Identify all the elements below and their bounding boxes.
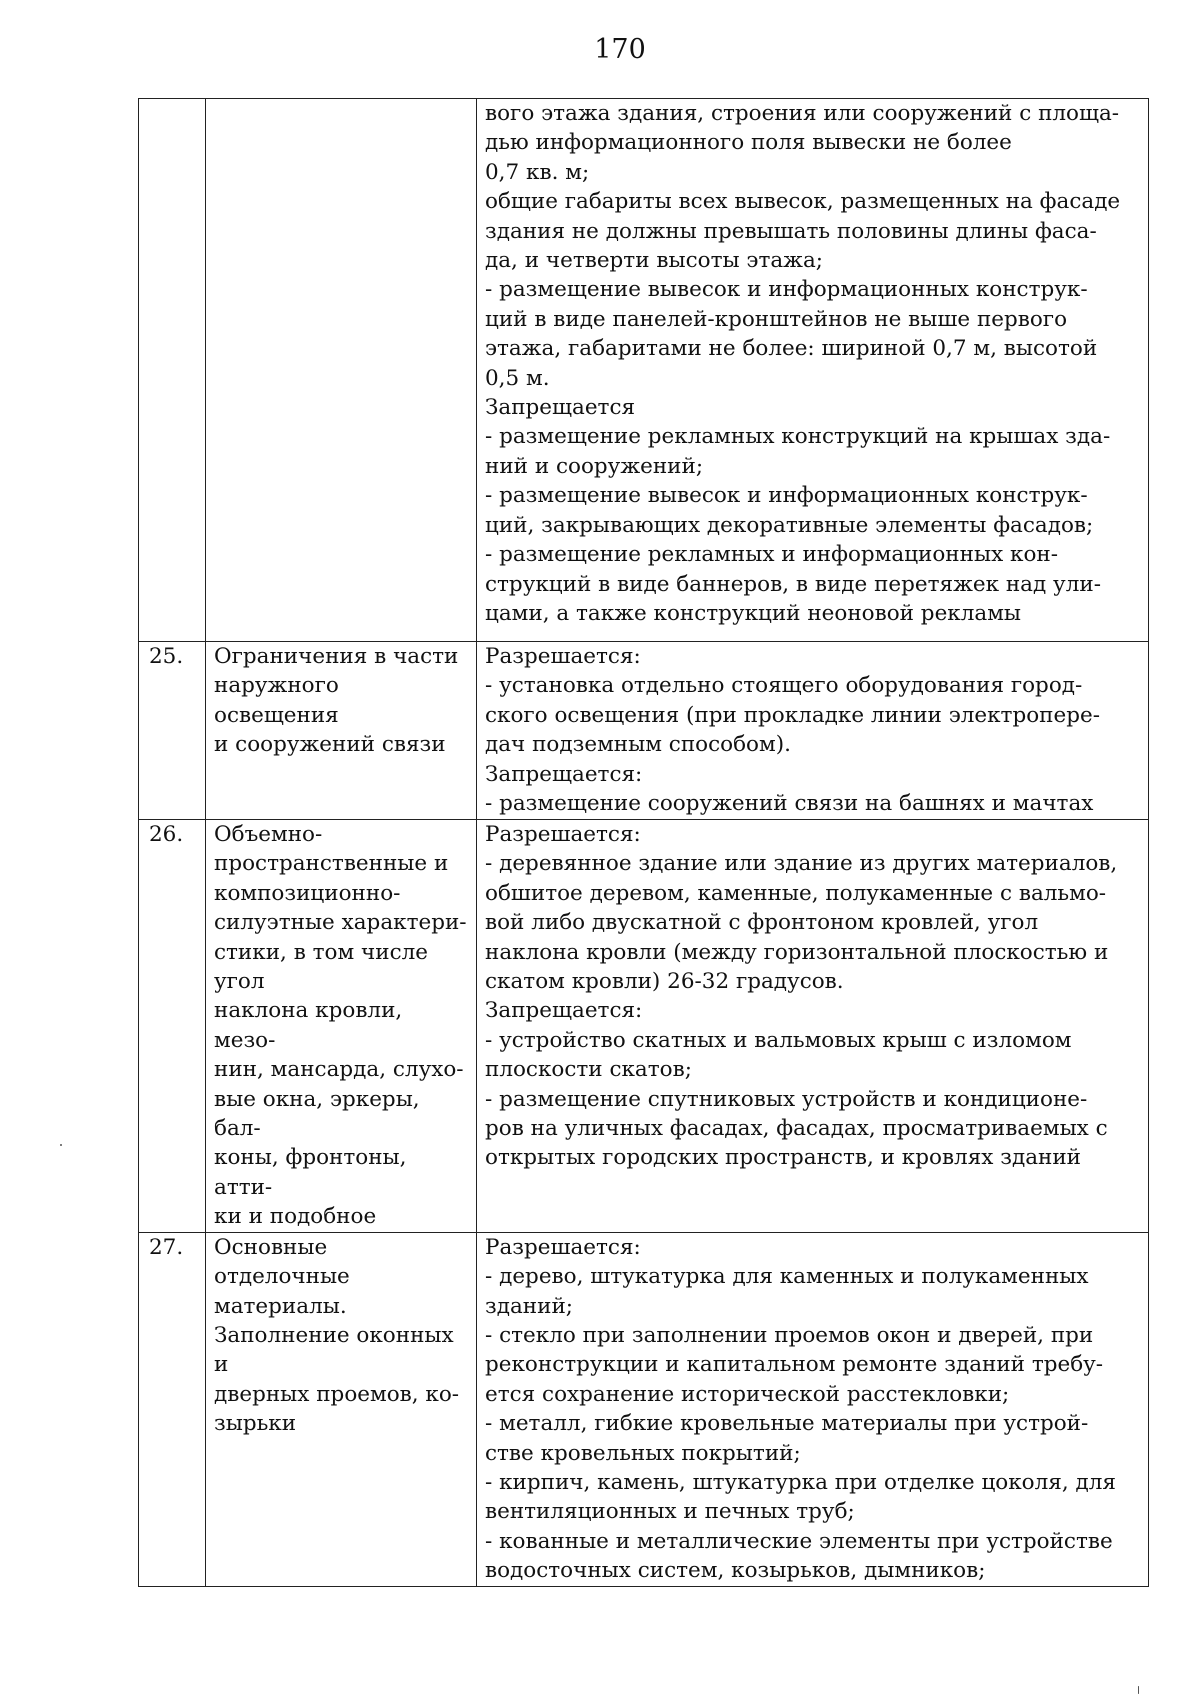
row-title-line: нин, мансарда, слухо- [214, 1057, 464, 1083]
row-title-line: Объемно- [214, 822, 323, 847]
row-body-line: ского освещения (при прокладке линии электропере- [485, 702, 1100, 728]
row-body-line: дач подземным способом). [485, 732, 791, 758]
row-body-line: - металл, гибкие кровельные материалы при устрой- [485, 1411, 1089, 1437]
regulations-table [138, 98, 1149, 1587]
row-title-line: ки и подобное [214, 1204, 377, 1230]
row-title-line: наклона кровли, мезо- [214, 998, 403, 1053]
row-body-line: цами, а также конструкций неоновой рекламы [485, 600, 1022, 626]
row-number-cell [139, 1232, 206, 1586]
row-body-line: - деревянное здание или здание из других материалов, [485, 851, 1118, 877]
row-title-line: Заполнение оконных и [214, 1322, 454, 1378]
row-body-line: здания не должны превышать половины длины фаса- [485, 218, 1097, 244]
row-body-line: 0,5 м. [485, 365, 550, 391]
row-title-line: пространственные и [214, 851, 449, 877]
row-number: 27. [149, 1234, 184, 1260]
row-title-line: коны, фронтоны, атти- [214, 1145, 407, 1200]
row-body-line: скатом кровли) 26-32 градусов. [485, 969, 844, 995]
row-title-line: дверных проемов, ко- [214, 1381, 460, 1407]
row-body-line: зданий; [485, 1293, 574, 1319]
row-title-cell [206, 1232, 477, 1586]
row-number: 25. [149, 644, 184, 669]
row-body-line: открытых городских пространств, и кровлях зданий [485, 1145, 1081, 1171]
row-title-line: силуэтные характери- [214, 910, 467, 936]
row-body-line: да, и четверти высоты этажа; [485, 248, 824, 274]
row-body-line: вого этажа здания, строения или сооружений с площа- [485, 101, 1120, 126]
row-body-line: ций, закрывающих декоративные элементы фасадов; [485, 512, 1094, 538]
row-body-line: ций в виде панелей-кронштейнов не выше первого [485, 306, 1068, 332]
row-body-line: - кирпич, камень, штукатурка при отделке цоколя, для [485, 1469, 1116, 1495]
row-title-line: вые окна, эркеры, бал- [214, 1086, 420, 1142]
table-row [139, 99, 1149, 642]
row-body-line: струкций в виде баннеров, в виде перетяжек над ули- [485, 571, 1101, 597]
row-body-line: стве кровельных покрытий; [485, 1440, 801, 1466]
row-body-line: - стекло при заполнении проемов окон и дверей, при [485, 1322, 1094, 1348]
row-title-cell [206, 99, 477, 642]
row-body-line: обшитое деревом, каменные, полукаменные с вальмо- [485, 880, 1107, 906]
row-body-line: ний и сооружений; [485, 453, 704, 479]
row-body-cell [477, 1232, 1149, 1586]
row-body-line: водосточных систем, козырьков, дымников; [485, 1558, 986, 1584]
row-body-line: ров на уличных фасадах, фасадах, просматриваемых с [485, 1116, 1108, 1142]
row-body-line: этажа, габаритами не более: шириной 0,7 м, высотой [485, 336, 1098, 362]
row-body-line: - размещение рекламных и информационных кон- [485, 542, 1059, 568]
scan-speck [60, 1144, 62, 1146]
table-row [139, 1232, 1149, 1586]
row-title-line: стики, в том числе угол [214, 939, 429, 995]
row-body-line: - размещение вывесок и информационных конструк- [485, 483, 1088, 509]
row-title-line: Ограничения в части [214, 644, 459, 669]
row-body-line: общие габариты всех вывесок, размещенных на фасаде [485, 189, 1121, 215]
page-number: 170 [594, 34, 646, 65]
row-title-cell [206, 642, 477, 820]
row-number: 26. [149, 822, 184, 847]
row-body-line: - размещение рекламных конструкций на крышах зда- [485, 424, 1111, 450]
row-body-line: Разрешается: [485, 822, 641, 847]
row-body-line: Разрешается: [485, 644, 641, 669]
row-title-line: композиционно- [214, 880, 401, 906]
row-body-cell [477, 820, 1149, 1233]
row-body-line: Запрещается: [485, 998, 643, 1024]
row-body-line: наклона кровли (между горизонтальной плоскостью и [485, 939, 1109, 965]
row-body-cell [477, 99, 1149, 642]
row-title-line: материалы. [214, 1293, 347, 1319]
row-body-line: - размещение вывесок и информационных конструк- [485, 277, 1088, 303]
row-title-line: Основные отделочные [214, 1234, 350, 1290]
row-title-cell [206, 820, 477, 1233]
row-body-line: вой либо двускатной с фронтоном кровлей, угол [485, 910, 1039, 936]
row-title-line: зырьки [214, 1411, 297, 1437]
row-number-cell [139, 820, 206, 1233]
row-body-line: - размещение сооружений связи на башнях и мачтах [485, 791, 1094, 817]
row-body-line: Разрешается: [485, 1234, 641, 1260]
table-row [139, 642, 1149, 820]
table-body [139, 99, 1149, 1587]
table-row [139, 820, 1149, 1233]
row-body-line: - размещение спутниковых устройств и кондиционе- [485, 1086, 1088, 1112]
row-body-line: - установка отдельно стоящего оборудования город- [485, 673, 1083, 699]
scan-speck [1138, 1686, 1139, 1694]
row-body-line: плоскости скатов; [485, 1057, 692, 1083]
row-body-line: Запрещается [485, 395, 636, 421]
row-title-line: и сооружений связи [214, 732, 446, 758]
row-body-line: - устройство скатных и вальмовых крыш с изломом [485, 1027, 1072, 1053]
row-body-line: 0,7 кв. м; [485, 159, 590, 185]
row-body-line: Запрещается: [485, 761, 643, 787]
row-body-line: - кованные и металлические элементы при устройстве [485, 1528, 1113, 1554]
row-body-line: - дерево, штукатурка для каменных и полукаменных [485, 1264, 1089, 1290]
row-body-cell [477, 642, 1149, 820]
row-body-line: дью информационного поля вывески не более [485, 130, 1012, 156]
row-body-line: реконструкции и капитальном ремонте зданий требу- [485, 1352, 1104, 1378]
row-body-line: ется сохранение исторической расстекловки; [485, 1381, 1010, 1407]
row-body-line: вентиляционных и печных труб; [485, 1499, 855, 1525]
row-number-cell [139, 99, 206, 642]
row-number-cell [139, 642, 206, 820]
row-title-line: наружного освещения [214, 673, 339, 728]
